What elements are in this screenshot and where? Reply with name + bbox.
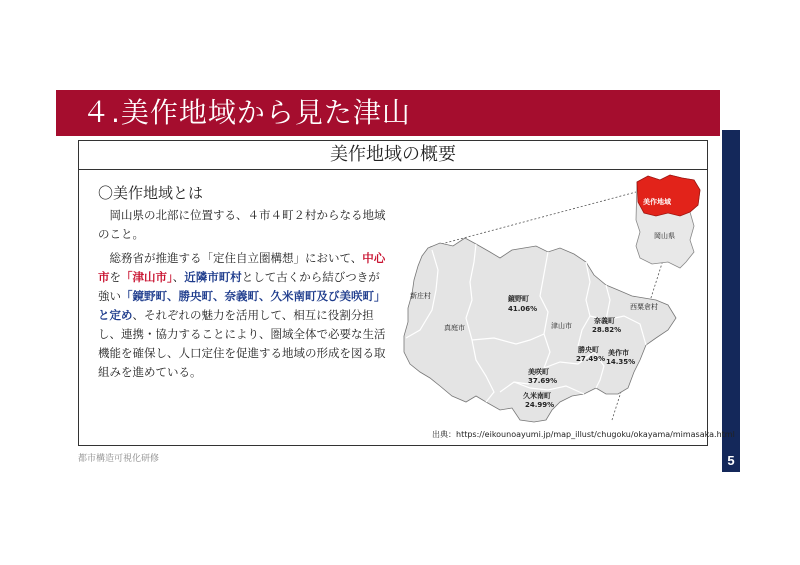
label-shoo: 勝央町: [578, 346, 599, 354]
tsuyama-label: 「津山市」: [121, 270, 173, 284]
label-kumenan: 久米南町: [523, 392, 551, 400]
slide-title: ４.美作地域から見た津山: [82, 96, 411, 129]
detail-text-9: 、それぞれの魅力を活用して、相互に役割分担し、連携・協力することにより、圏域全体で必要な生活機能を確保し、人口定住を促進する地域の形成を図る取組みを進めている。: [98, 308, 386, 379]
rate-shoo: 27.49%: [576, 355, 606, 363]
mimasaka-region-shape: [637, 175, 700, 216]
footer-org: 都市構造可視化研修: [78, 454, 160, 464]
label-nishiawakura: 西粟倉村: [630, 303, 658, 311]
page-number: 5: [722, 450, 740, 472]
label-misaki: 美咲町: [528, 368, 549, 376]
rate-misaki: 37.69%: [528, 377, 558, 385]
neighbor-towns-label: 「鏡野町、勝央町、奈義町、久米南町及び美咲町」と定め: [98, 289, 386, 322]
connector-line-top: [430, 192, 636, 247]
map-source: 出典：https://eikounoayumi.jp/map_illust/chugoku/okayama/mimasaka.html: [432, 430, 735, 439]
detail-text-5: 、: [172, 270, 185, 284]
rate-mimasaka: 14.35%: [606, 358, 636, 366]
label-maniwa: 真庭市: [444, 324, 465, 332]
section-subtitle: 美作地域の概要: [79, 140, 707, 170]
rate-kagamino: 41.06%: [508, 305, 538, 313]
detail-text-3: を: [109, 270, 121, 284]
label-kagamino: 鏡野町: [508, 295, 529, 303]
label-nagi: 奈義町: [594, 317, 615, 325]
detail-text-7: として古くから結びつきが強い: [98, 270, 380, 303]
main-map: [404, 238, 676, 422]
intro-text: 岡山県の北部に位置する、４市４町２村からなる地域のこと。: [98, 208, 386, 241]
detail-text-1: 総務省が推進する「定住自立圏構想」において、: [109, 251, 363, 265]
central-city-label: 中心市: [98, 251, 386, 284]
label-mimasaka: 美作市: [608, 349, 629, 357]
label-tsuyama: 津山市: [551, 322, 572, 330]
rate-nagi: 28.82%: [592, 326, 622, 334]
inset-prefecture-label: 岡山県: [654, 232, 675, 240]
inset-map: [636, 175, 700, 268]
inset-region-label: 美作地域: [643, 198, 671, 206]
rate-kumenan: 24.99%: [525, 401, 555, 409]
neighbor-label: 近隣市町村: [184, 270, 242, 284]
label-shinjo: 新庄村: [410, 292, 431, 300]
section-heading: 〇美作地域とは: [98, 184, 204, 202]
